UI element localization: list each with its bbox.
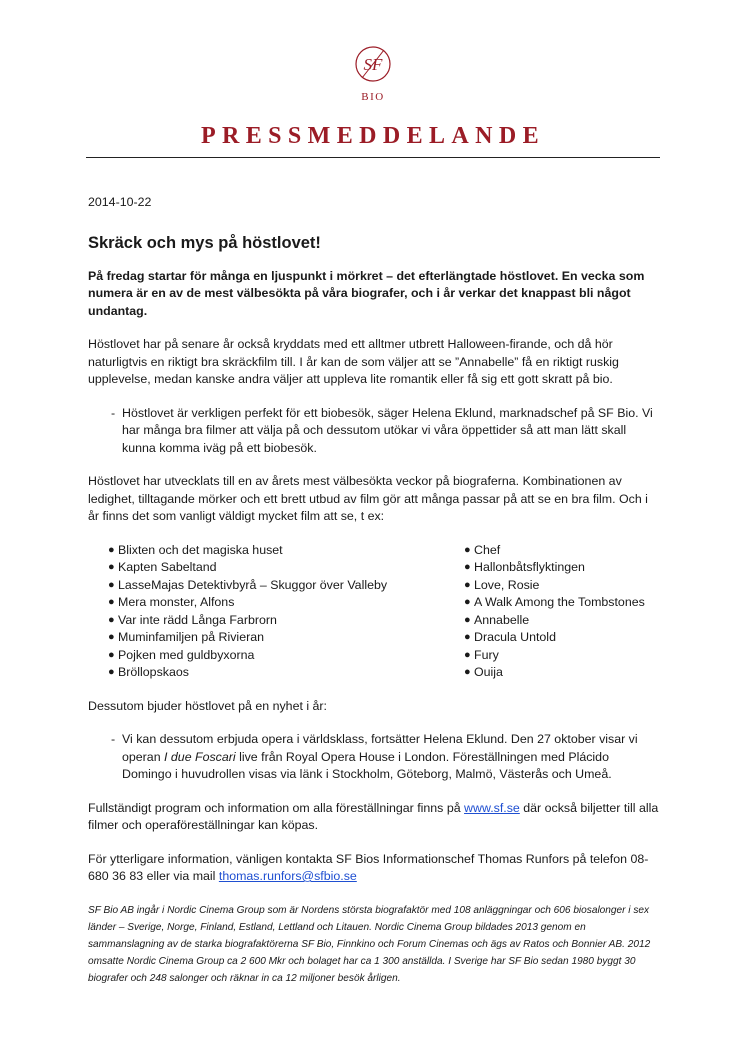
program-text: Fullständigt program och information om alla föreställningar finns på (88, 800, 465, 815)
film-list-item (88, 647, 444, 665)
film-list-item (88, 612, 444, 630)
bullet-icon: ● (464, 543, 471, 556)
paragraph-halloween: Höstlovet har på senare år också kryddats med ett alltmer utbrett Halloween-firande, och då hör naturligtvis en riktigt bra skräckfilm till. I år kan de som väljer att se ”Annabelle” få en riktigt ruskig upplevelse, medan kanske andra väljer att uppleva lite romantik eller få sig ett gott skratt på bio. (88, 337, 619, 386)
paragraph-news: Dessutom bjuder höstlovet på en nyhet i år: (88, 698, 327, 713)
film-list-item (88, 629, 444, 647)
company-boilerplate: SF Bio AB ingår i Nordic Cinema Group som är Nordens största biografaktör med 108 anläggningar och 606 biosalonger i sex länder – Sverige, Norge, Finland, Estland, Lettland och Litauen. Nordic Cinema Group bildades 2013 genom en sammanslagning av de starka biografaktörerna SF Bio, Finnkino och Forum Cinemas och ägs av Ratos och Bonnier AB. 2012 omsatte Nordic Cinema Group ca 2 600 Mkr och bolaget har ca 1 300 anställda. I Sverige har SF Bio sedan 1980 byggt 30 biografer och 248 salonger och räknar in ca 12 miljoner besök årligen. (88, 904, 651, 984)
film-list-item (444, 629, 645, 647)
quote-text (118, 731, 660, 784)
film-list-item (88, 594, 444, 612)
film-list-item (88, 559, 444, 577)
film-list-item (444, 542, 645, 560)
quote-text-part: live från Royal Opera House i London. Föreställningen med Plácido Domingo i huvudrollen visas via länk i Stockholm, Göteborg, Malmö, Västerås och Umeå. (122, 749, 612, 781)
sf-bio-logo (338, 40, 408, 106)
bullet-icon: ● (464, 631, 471, 643)
film-title: Dracula Untold (474, 630, 556, 644)
sf-bio-logo-icon (338, 40, 408, 106)
film-title: Love, Rosie (474, 577, 540, 592)
paragraph-program (88, 800, 660, 835)
film-title: Pojken med guldbyxorna (118, 647, 255, 662)
opera-title: I due Foscari (164, 749, 236, 764)
film-list-right (444, 542, 645, 682)
bullet-icon: ● (108, 561, 115, 573)
film-title: Kapten Sabeltand (118, 560, 217, 574)
bullet-icon: ● (108, 631, 115, 643)
film-list-item (444, 577, 645, 595)
lead-paragraph: På fredag startar för många en ljuspunkt i mörkret – det efterlängtade höstlovet. En vecka som numera är en av de mest välbesökta på våra biografer, och i år verkar det knappast bli något undantag. (88, 268, 645, 318)
bullet-icon: ● (464, 596, 471, 608)
film-list-item (444, 612, 645, 630)
film-list-item (444, 594, 645, 612)
quote-opera (88, 731, 660, 784)
film-title: Hallonbåtsflyktingen (474, 560, 585, 574)
bullet-icon: ● (108, 666, 115, 678)
film-title: LasseMajas Detektivbyrå – Skuggor över Valleby (118, 577, 388, 592)
film-title: Ouija (474, 665, 503, 679)
bullet-icon: ● (108, 543, 115, 556)
bullet-icon: ● (464, 648, 471, 661)
document-heading: PRESSMEDDELANDE (200, 123, 546, 149)
bullet-icon: ● (108, 648, 115, 661)
film-list-item (444, 664, 645, 682)
film-title: Var inte rädd Långa Farbrorn (118, 612, 277, 627)
film-list-item (444, 559, 645, 577)
film-list-item (88, 542, 444, 560)
film-title: Blixten och det magiska huset (118, 542, 283, 557)
bullet-icon: ● (108, 596, 115, 608)
release-date: 2014-10-22 (88, 195, 152, 209)
paragraph-contact (88, 851, 660, 886)
document-body (88, 194, 660, 987)
film-title: Fury (474, 647, 499, 662)
website-link[interactable]: www.sf.se (464, 800, 520, 815)
logo-monogram: SF (363, 55, 383, 74)
film-title: Bröllopskaos (118, 665, 189, 679)
film-title: Chef (474, 542, 501, 557)
quote-text-part: Vi kan dessutom erbjuda opera i världsklass, fortsätter Helena Eklund. Den 27 oktober visar vi operan (122, 732, 638, 764)
film-title: Annabelle (474, 612, 530, 627)
film-list-left (88, 542, 444, 682)
bullet-icon: ● (464, 613, 471, 626)
bullet-icon: ● (464, 578, 471, 591)
bullet-icon: ● (108, 578, 115, 591)
logo-brand: BIO (361, 91, 385, 103)
email-link[interactable]: thomas.runfors@sfbio.se (218, 869, 357, 883)
bullet-icon: ● (464, 666, 471, 678)
program-text: där också biljetter till alla filmer och operaföreställningar kan köpas. (88, 800, 659, 832)
quote-dash: - (111, 405, 116, 420)
contact-text: För ytterligare information, vänligen kontakta SF Bios Informationschef Thomas Runfors på telefon 08-680 36 83 eller via mail (88, 851, 649, 883)
quote-text: Höstlovet är verkligen perfekt för ett biobesök, säger Helena Eklund, marknadschef på SF Bio. Vi har många bra filmer att välja på och dessutom utökar vi våra öppettider så att man lätt skall kunna komma iväg på ett biobesök. (122, 405, 653, 455)
bullet-icon: ● (108, 613, 115, 626)
quote-dash: - (111, 732, 116, 746)
film-list-item (88, 664, 444, 682)
film-title: A Walk Among the Tombstones (474, 595, 645, 609)
film-title: Mera monster, Alfons (118, 595, 235, 609)
quote-marketing-manager (88, 405, 660, 458)
film-title: Muminfamiljen på Rivieran (118, 630, 264, 644)
film-list-item (88, 577, 444, 595)
heading-divider (86, 157, 660, 158)
bullet-icon: ● (464, 561, 471, 573)
paragraph-popular-week: Höstlovet har utvecklats till en av årets mest välbesökta veckor på biograferna. Kombinationen av ledighet, tilltagande mörker och ett brett utbud av film gör att många passar på att se en bra film. Och i år finns det som vanligt väldigt mycket film att se, t ex: (88, 474, 648, 523)
film-lists (88, 542, 660, 682)
film-list-item (444, 647, 645, 665)
release-title: Skräck och mys på höstlovet! (88, 233, 321, 252)
